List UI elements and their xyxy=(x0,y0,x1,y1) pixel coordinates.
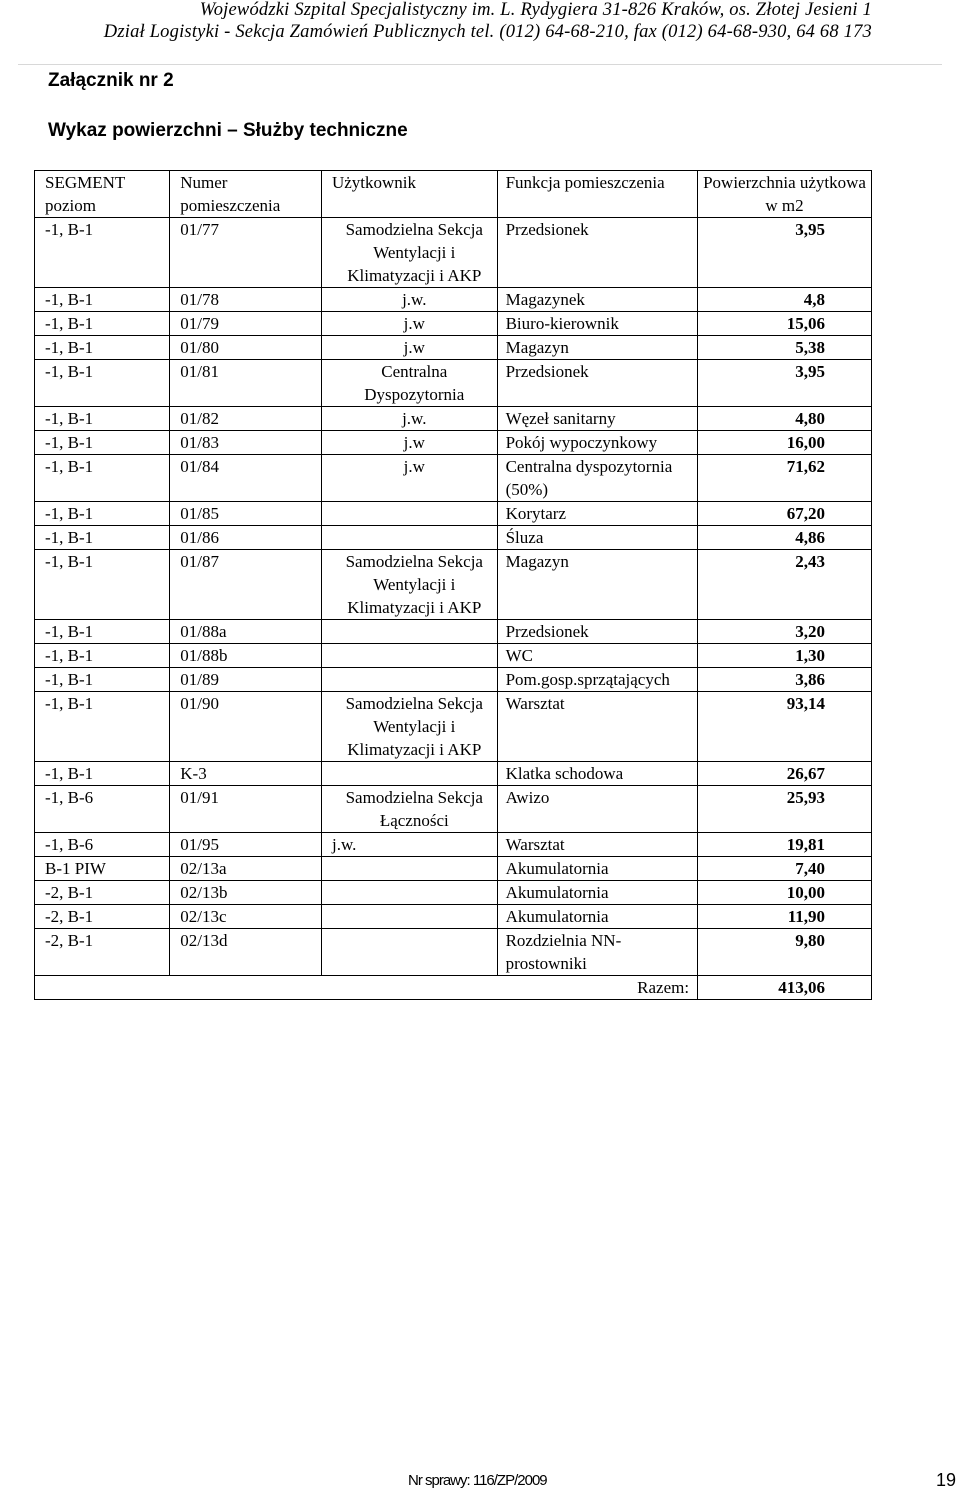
cell-area: 10,00 xyxy=(698,881,872,905)
table-row xyxy=(35,786,872,833)
cell-segment: -1, B-1 xyxy=(35,312,170,336)
cell-area: 3,20 xyxy=(698,620,872,644)
cell-room-number: 01/86 xyxy=(170,526,322,550)
total-value: 413,06 xyxy=(698,976,872,1000)
cell-function: Warsztat xyxy=(497,692,697,762)
cell-segment: -1, B-1 xyxy=(35,407,170,431)
cell-segment: -2, B-1 xyxy=(35,881,170,905)
cell-function: Klatka schodowa xyxy=(497,762,697,786)
cell-room-number: 01/78 xyxy=(170,288,322,312)
cell-segment: -1, B-1 xyxy=(35,431,170,455)
cell-room-number: 01/88b xyxy=(170,644,322,668)
cell-user xyxy=(321,762,497,786)
cell-room-number: 01/84 xyxy=(170,455,322,502)
cell-function: Warsztat xyxy=(497,833,697,857)
header-line-1: Wojewódzki Szpital Specjalistyczny im. L. Rydygiera 31-826 Kraków, os. Złotej Jesieni 1 xyxy=(199,0,872,20)
cell-function: Śluza xyxy=(497,526,697,550)
cell-room-number: 01/89 xyxy=(170,668,322,692)
cell-function: Akumulatornia xyxy=(497,881,697,905)
page-title: Wykaz powierzchni – Służby techniczne xyxy=(48,120,408,141)
cell-room-number: 01/80 xyxy=(170,336,322,360)
cell-area: 19,81 xyxy=(698,833,872,857)
cell-segment: -1, B-6 xyxy=(35,833,170,857)
table-row xyxy=(35,455,872,502)
cell-segment: -1, B-1 xyxy=(35,526,170,550)
cell-area: 15,06 xyxy=(698,312,872,336)
cell-user: Samodzielna Sekcja Wentylacji i Klimatyzacji i AKP xyxy=(321,692,497,762)
cell-segment: -1, B-1 xyxy=(35,692,170,762)
table-row xyxy=(35,407,872,431)
cell-user: Samodzielna Sekcja Wentylacji i Klimatyzacji i AKP xyxy=(321,550,497,620)
table-row xyxy=(35,905,872,929)
cell-room-number: 01/91 xyxy=(170,786,322,833)
cell-user xyxy=(321,502,497,526)
cell-room-number: 01/81 xyxy=(170,360,322,407)
cell-function: Pom.gosp.sprzątających xyxy=(497,668,697,692)
table-row xyxy=(35,502,872,526)
cell-room-number: 01/82 xyxy=(170,407,322,431)
cell-room-number: 01/79 xyxy=(170,312,322,336)
cell-user: j.w xyxy=(321,336,497,360)
cell-function: Rozdzielnia NN-prostowniki xyxy=(497,929,697,976)
cell-room-number: 01/90 xyxy=(170,692,322,762)
cell-function: Przedsionek xyxy=(497,218,697,288)
cell-segment: B-1 PIW xyxy=(35,857,170,881)
cell-user xyxy=(321,644,497,668)
cell-function: Awizo xyxy=(497,786,697,833)
cell-function: Akumulatornia xyxy=(497,857,697,881)
table-row xyxy=(35,336,872,360)
table-row xyxy=(35,762,872,786)
cell-segment: -1, B-6 xyxy=(35,786,170,833)
cell-segment: -1, B-1 xyxy=(35,620,170,644)
cell-function: Magazynek xyxy=(497,288,697,312)
table-row xyxy=(35,620,872,644)
cell-segment: -1, B-1 xyxy=(35,455,170,502)
table-body xyxy=(35,171,872,1000)
case-number: Nr sprawy: 116/ZP/2009 xyxy=(408,1472,547,1489)
table-row xyxy=(35,881,872,905)
table-row xyxy=(35,668,872,692)
table-row xyxy=(35,312,872,336)
table-row xyxy=(35,857,872,881)
table-row xyxy=(35,431,872,455)
cell-user: j.w. xyxy=(321,833,497,857)
cell-segment: -1, B-1 xyxy=(35,360,170,407)
cell-function: Pokój wypoczynkowy xyxy=(497,431,697,455)
cell-function: Przedsionek xyxy=(497,360,697,407)
cell-room-number: 02/13a xyxy=(170,857,322,881)
cell-area: 16,00 xyxy=(698,431,872,455)
cell-area: 1,30 xyxy=(698,644,872,668)
cell-room-number: 01/95 xyxy=(170,833,322,857)
cell-area: 3,95 xyxy=(698,360,872,407)
cell-function: Przedsionek xyxy=(497,620,697,644)
cell-area: 5,38 xyxy=(698,336,872,360)
cell-area: 2,43 xyxy=(698,550,872,620)
cell-user: Samodzielna Sekcja Wentylacji i Klimatyzacji i AKP xyxy=(321,218,497,288)
cell-segment: -1, B-1 xyxy=(35,218,170,288)
cell-user xyxy=(321,929,497,976)
cell-function: Magazyn xyxy=(497,336,697,360)
table-row xyxy=(35,833,872,857)
cell-user: j.w. xyxy=(321,288,497,312)
cell-segment: -1, B-1 xyxy=(35,336,170,360)
cell-user xyxy=(321,668,497,692)
cell-room-number: 01/87 xyxy=(170,550,322,620)
table-row xyxy=(35,360,872,407)
cell-room-number: 01/88a xyxy=(170,620,322,644)
header-cell-segment: SEGMENT poziom xyxy=(35,171,170,218)
cell-area: 3,95 xyxy=(698,218,872,288)
cell-area: 4,8 xyxy=(698,288,872,312)
cell-user xyxy=(321,881,497,905)
cell-segment: -1, B-1 xyxy=(35,550,170,620)
surface-table xyxy=(34,170,872,1000)
cell-user: Samodzielna Sekcja Łączności xyxy=(321,786,497,833)
cell-area: 71,62 xyxy=(698,455,872,502)
header-cell-function: Funkcja pomieszczenia xyxy=(497,171,697,218)
cell-room-number: 02/13d xyxy=(170,929,322,976)
cell-function: Biuro-kierownik xyxy=(497,312,697,336)
cell-room-number: 01/85 xyxy=(170,502,322,526)
cell-function: Akumulatornia xyxy=(497,905,697,929)
cell-user xyxy=(321,526,497,550)
cell-user: Centralna Dyspozytornia xyxy=(321,360,497,407)
cell-room-number: 02/13b xyxy=(170,881,322,905)
header-divider xyxy=(18,64,942,65)
table-row xyxy=(35,644,872,668)
cell-segment: -1, B-1 xyxy=(35,644,170,668)
cell-user xyxy=(321,905,497,929)
cell-user xyxy=(321,620,497,644)
table-row xyxy=(35,550,872,620)
total-label: Razem: xyxy=(35,976,698,1000)
cell-room-number: 02/13c xyxy=(170,905,322,929)
cell-segment: -1, B-1 xyxy=(35,762,170,786)
cell-area: 4,80 xyxy=(698,407,872,431)
header-cell-area: Powierzchnia użytkowa w m2 xyxy=(698,171,872,218)
cell-function: WC xyxy=(497,644,697,668)
cell-function: Magazyn xyxy=(497,550,697,620)
table-header-row xyxy=(35,171,872,218)
header-cell-room-number: Numer pomieszczenia xyxy=(170,171,322,218)
table-total-row xyxy=(35,976,872,1000)
cell-user: j.w. xyxy=(321,407,497,431)
cell-room-number: K-3 xyxy=(170,762,322,786)
cell-segment: -1, B-1 xyxy=(35,288,170,312)
cell-area: 93,14 xyxy=(698,692,872,762)
annex-label: Załącznik nr 2 xyxy=(48,70,174,91)
page-number: 19 xyxy=(935,1470,956,1490)
cell-room-number: 01/77 xyxy=(170,218,322,288)
table-row xyxy=(35,288,872,312)
table-row xyxy=(35,929,872,976)
cell-function: Korytarz xyxy=(497,502,697,526)
header-cell-user: Użytkownik xyxy=(321,171,497,218)
cell-area: 26,67 xyxy=(698,762,872,786)
cell-area: 4,86 xyxy=(698,526,872,550)
cell-area: 67,20 xyxy=(698,502,872,526)
cell-segment: -2, B-1 xyxy=(35,905,170,929)
cell-function: Węzeł sanitarny xyxy=(497,407,697,431)
table-row xyxy=(35,218,872,288)
cell-user: j.w xyxy=(321,431,497,455)
table-row xyxy=(35,526,872,550)
cell-function: Centralna dyspozytornia (50%) xyxy=(497,455,697,502)
cell-segment: -2, B-1 xyxy=(35,929,170,976)
cell-area: 11,90 xyxy=(698,905,872,929)
cell-segment: -1, B-1 xyxy=(35,668,170,692)
cell-area: 9,80 xyxy=(698,929,872,976)
cell-user: j.w xyxy=(321,455,497,502)
cell-user xyxy=(321,857,497,881)
cell-area: 3,86 xyxy=(698,668,872,692)
cell-area: 7,40 xyxy=(698,857,872,881)
cell-user: j.w xyxy=(321,312,497,336)
cell-room-number: 01/83 xyxy=(170,431,322,455)
cell-area: 25,93 xyxy=(698,786,872,833)
table-row xyxy=(35,692,872,762)
header-line-2: Dział Logistyki - Sekcja Zamówień Publicznych tel. (012) 64-68-210, fax (012) 64-68-930, 64 68 173 xyxy=(103,22,872,42)
cell-segment: -1, B-1 xyxy=(35,502,170,526)
